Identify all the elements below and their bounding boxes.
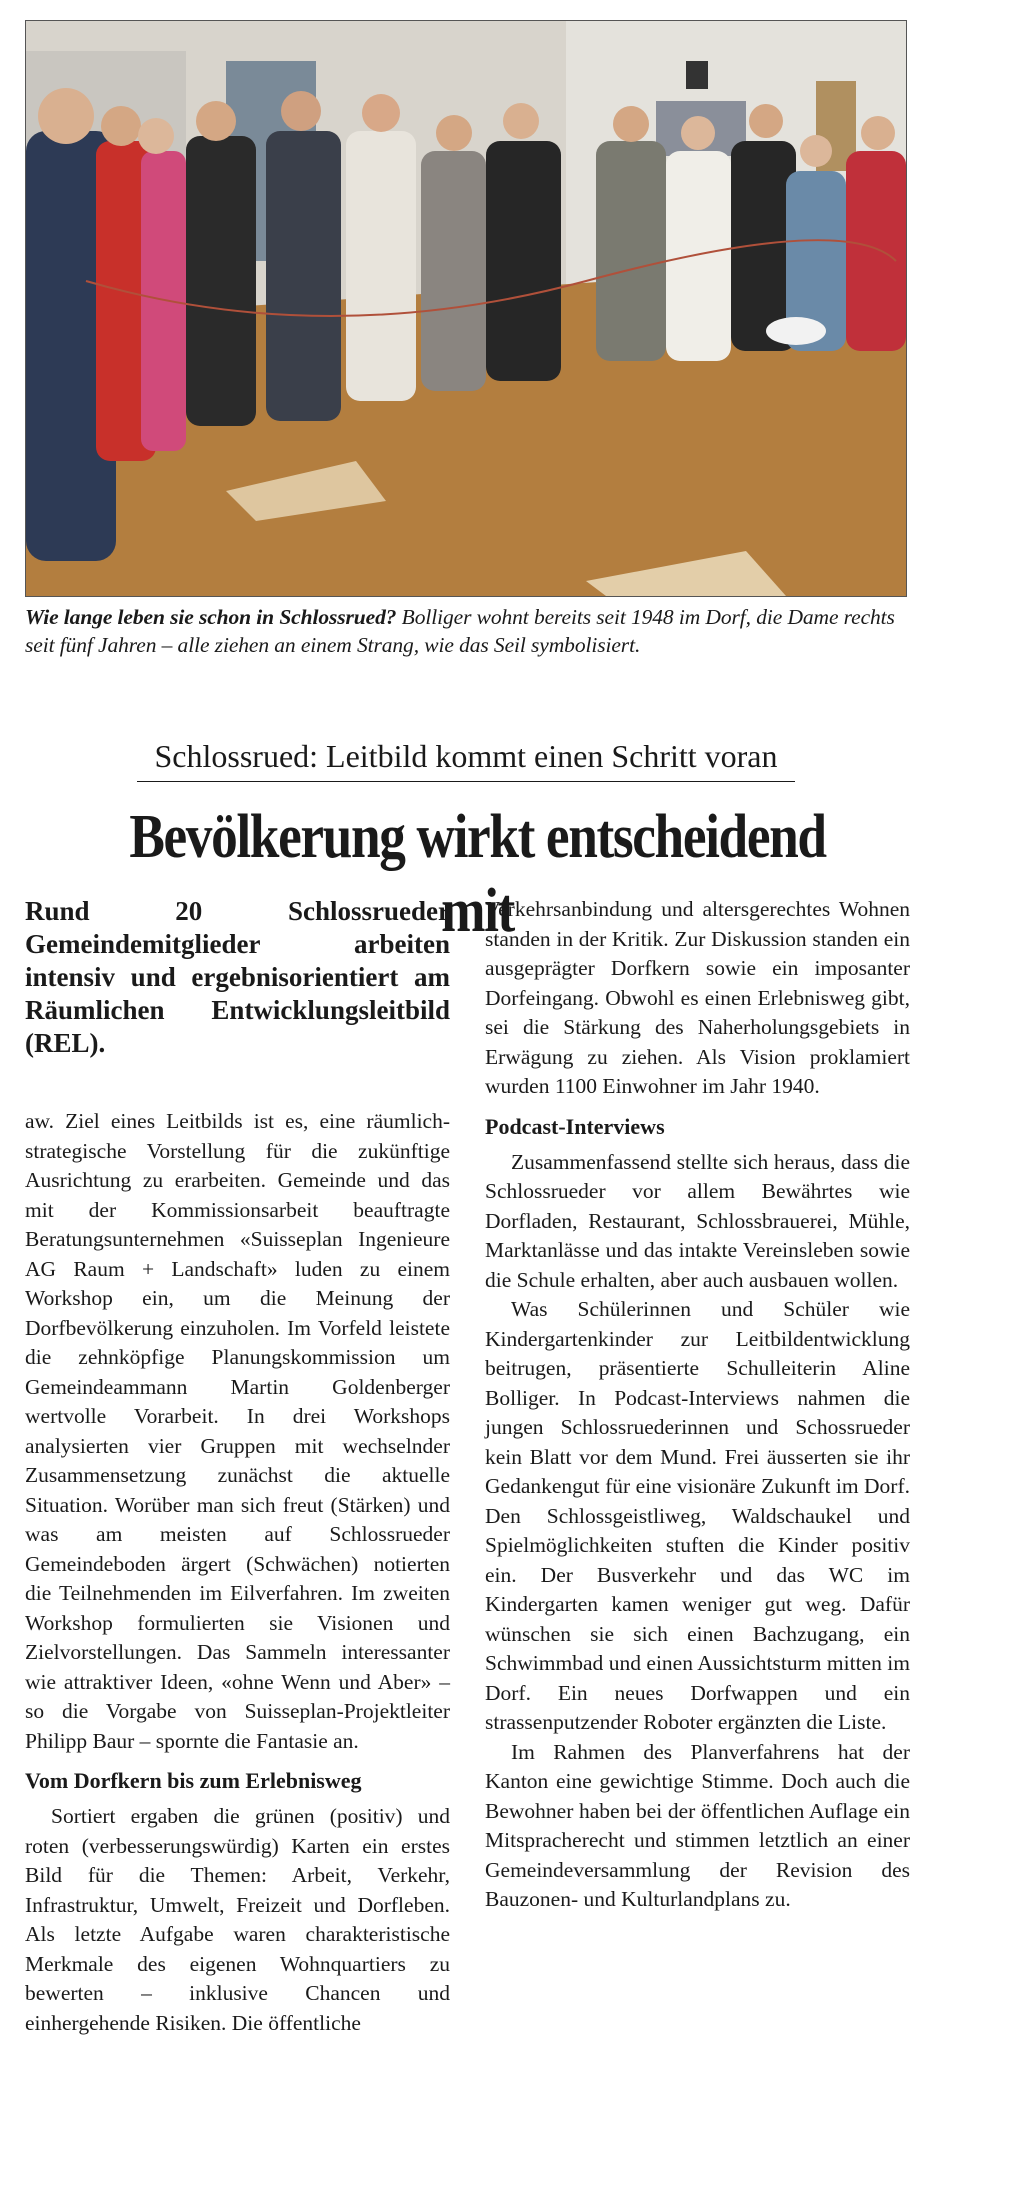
article-photo xyxy=(25,20,907,597)
article-kicker: Schlossrued: Leitbild kommt einen Schritt voran xyxy=(137,738,795,782)
body-paragraph: Zusammenfassend stellte sich heraus, dass die Schlossrueder vor allem Bewährtes wie Dorfladen, Restaurant, Schlossbrauerei, Mühle, Marktanlässe und das intakte Vereinsleben sowie die Schule erhalten, aber auch ausbauen wollen. xyxy=(485,1149,910,1292)
subheading: Podcast-Interviews xyxy=(485,1113,665,1139)
body-paragraph: aw. Ziel eines Leitbilds ist es, eine räumlich-strategische Vorstellung für die zukünftige Ausrichtung zu erarbeiten. Gemeinde und das mit der Kommissionsarbeit beauftragte Beratungsunternehmen «Suisseplan Ingenieure AG Raum + Landschaft» luden zu einem Workshop ein, um die Meinung der Dorfbevölkerung einzuholen. Im Vorfeld leistete die zehnköpfige Planungskommission um Gemeindeammann Martin Goldenberger wertvolle Vorarbeit. In drei Workshops analysierten vier Gruppen mit wechselnder Zusammensetzung zunächst die aktuelle Situation. Worüber man sich freut (Stärken) und was am meisten auf Schlossrueder Gemeindeboden ärgert (Schwächen) notierten die Teilnehmenden im Eilverfahren. Im zweiten Workshop formulierten sie Visionen und Zielvorstellungen. Das Sammeln interessanter wie attraktiver Ideen, «ohne Wenn und Aber» – so die Vorgabe von Suisseplan-Projektleiter Philipp Baur – spornte die Fantasie an. xyxy=(25,1109,450,1753)
body-paragraph: Verkehrsanbindung und altersgerechtes Wohnen standen in der Kritik. Zur Diskussion standen ein ausgeprägter Dorfkern sowie ein imposanter Dorfeingang. Obwohl es einen Erlebnisweg gibt, sei die Stärkung des Naherholungsgebiets in Erwägung zu ziehen. Als Vision proklamiert wurden 1100 Einwohner im Jahr 1940. xyxy=(485,897,910,1098)
body-paragraph: Sortiert ergaben die grünen (positiv) und roten (verbesserungswürdig) Karten ein erstes Bild für die Themen: Arbeit, Verkehr, Infrastruktur, Umwelt, Freizeit und Dorfleben. Als letzte Aufgabe waren charakteristische Merkmale des eigenen Wohnquartiers zu bewerten – inklusive Chancen und einhergehende Risiken. Die öffentliche xyxy=(25,1804,450,2035)
photo-caption xyxy=(25,603,910,659)
body-paragraph: Was Schülerinnen und Schüler wie Kindergartenkinder zur Leitbildentwicklung beitrugen, präsentierte Schulleiterin Aline Bolliger. In Podcast-Interviews nahmen die jungen Schlossruederinnen und Schossrueder kein Blatt vor dem Mund. Frei äusserten sie ihr Gedankengut für eine visionäre Zukunft im Dorf. Den Schlossgeistliweg, Waldschaukel und Spielmöglichkeiten stuften die Kinder positiv ein. Der Busverkehr und das WC im Kindergarten kamen weniger gut weg. Dafür wünschen sie sich einen Bachzugang, ein Schwimmbad und einen Aussichtsturm mitten im Dorf. Ein neues Dorfwappen und ein strassenputzender Roboter ergänzten die Liste. xyxy=(485,1297,910,1734)
caption-text: Bolliger wohnt bereits seit 1948 im Dorf, die Dame rechts seit fünf Jahren – alle ziehen an einem Strang, wie das Seil symbolisiert. xyxy=(25,605,895,657)
article-column-right xyxy=(485,895,910,1915)
caption-lead: Wie lange leben sie schon in Schlossrued? xyxy=(25,605,397,629)
article-headline: Bevölkerung wirkt entscheidend mit xyxy=(129,803,826,945)
article-lead: Rund 20 Schlossrueder Gemeindemitglieder arbeiten intensiv und ergebnisorientiert am Räumlichen Entwicklungsleitbild (REL). xyxy=(25,896,450,1058)
subheading: Vom Dorfkern bis zum Erlebnisweg xyxy=(25,1768,362,1793)
body-paragraph: Im Rahmen des Planverfahrens hat der Kanton eine gewichtige Stimme. Doch auch die Bewohner haben bei der öffentlichen Auflage ein Mitspracherecht und stimmen letztlich an einer Gemeindeversammlung der Revision des Bauzonen- und Kulturlandplans zu. xyxy=(485,1739,910,1911)
article-column-left xyxy=(25,895,450,2038)
